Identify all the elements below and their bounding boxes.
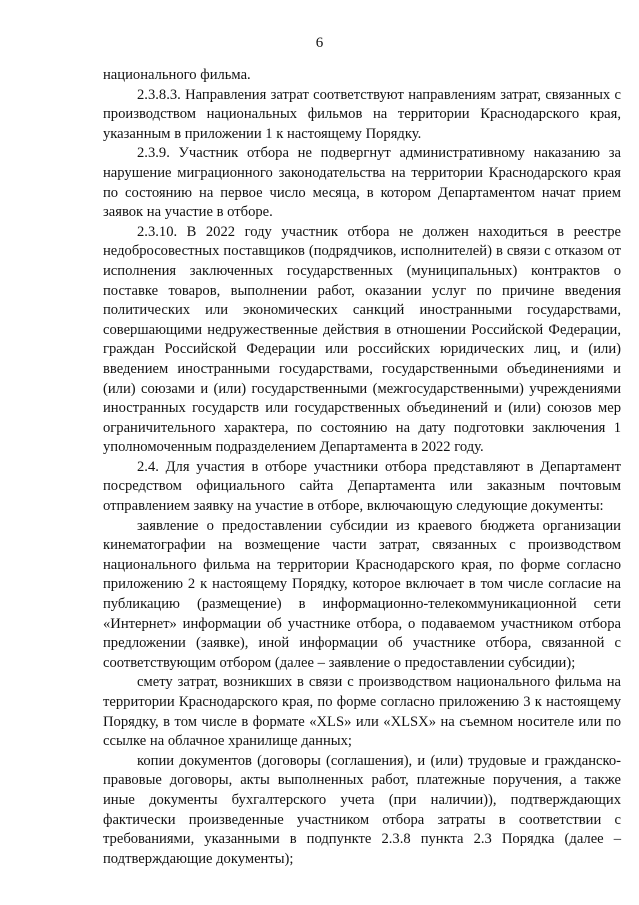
list-item-cost-estimate: смету затрат, возникших в связи с производством национального фильма на территории Краснодарского края, по форме согласно приложению 3 к настоящему Порядку, в том числе в формате «XLS» или «XLSX» на съемном носителе или по ссылке на облачное хранилище данных; bbox=[103, 674, 621, 750]
document-body bbox=[103, 66, 621, 869]
paragraph-2-3-9: 2.3.9. Участник отбора не подвергнут административному наказанию за нарушение миграционного законодательства на территории Краснодарского края по состоянию на первое число месяца, в котором Департаментом начат прием заявок на участие в отборе. bbox=[103, 145, 621, 221]
list-item-document-copies: копии документов (договоры (соглашения), и (или) трудовые и гражданско-правовые договоры, акты выполненных работ, платежные поручения, а также иные документы бухгалтерского учета (при наличии)), подтверждающих фактически произведенные участником отбора затраты в соответствии с требованиями, указанными в подпункте 2.3.8 пункта 2.3 Порядка (далее – подтверждающие документы); bbox=[103, 752, 621, 867]
paragraph-2-4: 2.4. Для участия в отборе участники отбора представляют в Департамент посредством официального сайта Департамента или заказным почтовым отправлением заявку на участие в отборе, включающую следующие документы: bbox=[103, 458, 621, 515]
paragraph-2-3-10: 2.3.10. В 2022 году участник отбора не должен находиться в реестре недобросовестных поставщиков (подрядчиков, исполнителей) в связи с отказом от исполнения заключенных государственных (муниципальных) контрактов о поставке товаров, выполнении работ, оказании услуг по причине введения политических или экономических санкций иностранными государствами, совершающими недружественные действия в отношении Российской Федерации, граждан Российской Федерации или российских юридических лиц, и (или) введением иностранными государствами, государственными объединениями и (или) союзами и (или) государственными (межгосударственными) учреждениями иностранных государств или государственных объединений и (или) союзов мер ограничительного характера, по состоянию на дату подготовки заключения 1 уполномоченным подразделением Департамента в 2022 году. bbox=[103, 223, 621, 456]
paragraph-continuation: национального фильма. bbox=[103, 67, 251, 83]
list-item-application: заявление о предоставлении субсидии из краевого бюджета организации кинематографии на возмещение части затрат, связанных с производством национального фильма на территории Краснодарского края, по форме согласно приложению 2 к настоящему Порядку, которое включает в том числе согласие на публикацию (размещение) в информационно-телекоммуникационной сети «Интернет» информации об участнике отбора, о подаваемом участником отбора предложении (заявке), иной информации об участнике отбора, связанной с соответствующим отбором (далее – заявление о предоставлении субсидии); bbox=[103, 517, 621, 671]
paragraph-2-3-8-3: 2.3.8.3. Направления затрат соответствуют направлениям затрат, связанных с производством национальных фильмов на территории Краснодарского края, указанным в приложении 1 к настоящему Порядку. bbox=[103, 86, 621, 142]
page-number: 6 bbox=[315, 35, 324, 51]
